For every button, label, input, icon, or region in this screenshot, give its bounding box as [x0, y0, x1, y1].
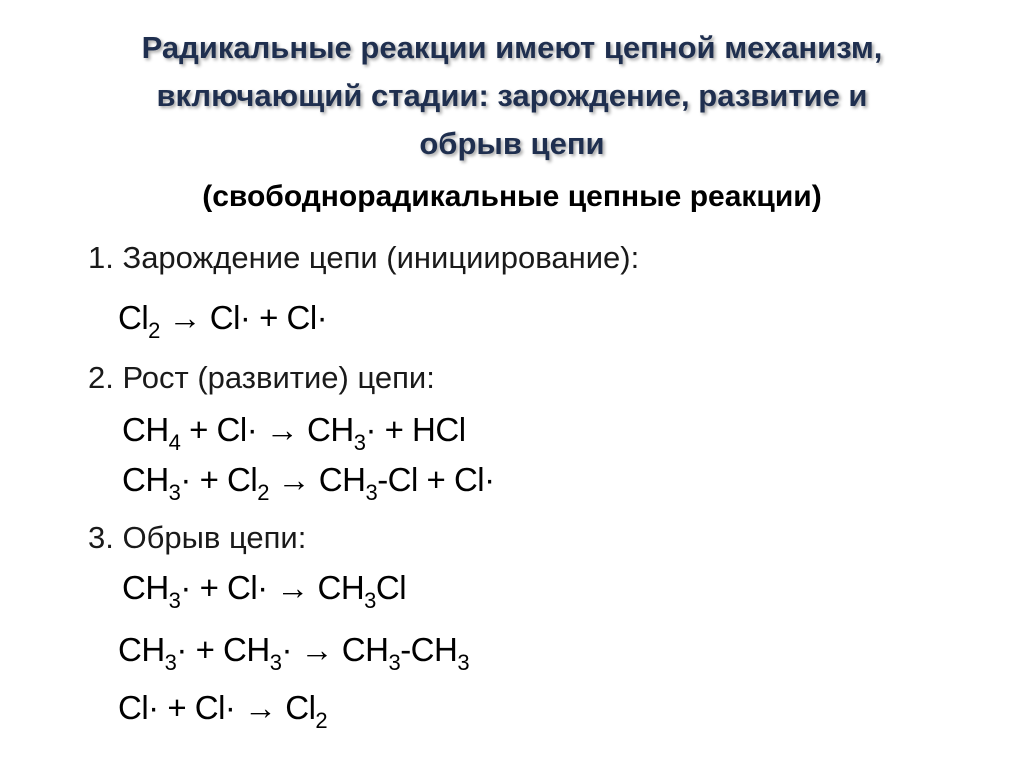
slide-title: [40, 24, 984, 168]
equation-termination-1: $CH_3\cdot + Cl\cdot \to CH_3Cl$: [122, 569, 407, 613]
equation-termination-3: $Cl\cdot + Cl\cdot \to Cl_2$: [118, 689, 328, 733]
equation-initiation: $Cl_2 \to Cl\cdot + Cl\cdot$: [118, 299, 328, 343]
slide-subtitle: (свободнорадикальные цепные реакции): [202, 180, 822, 213]
step-1-heading: 1. Зарождение цепи (инициирование):: [88, 240, 640, 275]
step-2-heading: 2. Рост (развитие) цепи:: [88, 360, 435, 395]
equation-propagation-1: $CH_4 + Cl\cdot \to CH_3\cdot$ + HCl: [122, 411, 466, 455]
title-line-1: Радикальные реакции имеют цепной механизм,: [141, 30, 883, 65]
equation-termination-2: $CH_3\cdot + CH_3\cdot \to CH_3-CH_3$: [118, 631, 470, 675]
title-line-3: обрыв цепи: [419, 126, 605, 161]
equation-propagation-2: $CH_3\cdot + Cl_2 \to CH_3-Cl + Cl\cdot$: [122, 461, 495, 505]
title-line-2: включающий стадии: зарождение, развитие и: [156, 78, 868, 113]
step-3-heading: 3. Обрыв цепи:: [88, 520, 307, 555]
